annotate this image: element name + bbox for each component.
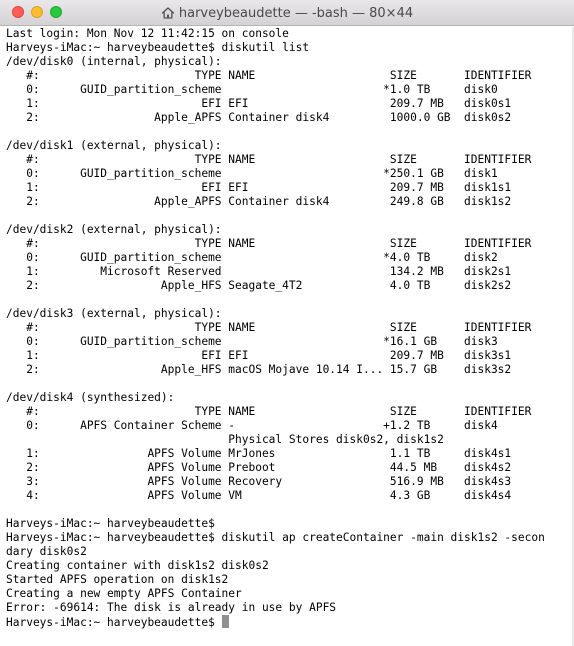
terminal-line: Physical Stores disk0s2, disk1s2 [6,433,444,446]
terminal-line: Last login: Mon Nov 12 11:42:15 on console [6,27,289,40]
terminal-line: 2: APFS Volume Preboot 44.5 MB disk4s2 [6,461,512,474]
terminal-line: #: TYPE NAME SIZE IDENTIFIER [6,405,532,418]
terminal-line: Creating container with disk1s2 disk0s2 [6,559,269,572]
terminal-line: 1: APFS Volume MrJones 1.1 TB disk4s1 [6,447,512,460]
terminal-line: 0: GUID_partition_scheme *16.1 GB disk3 [6,335,498,348]
terminal-line: #: TYPE NAME SIZE IDENTIFIER [6,237,532,250]
terminal-line: Harveys-iMac:~ harveybeaudette$ [6,517,215,530]
terminal-line [6,209,574,223]
terminal-line: /dev/disk3 (external, physical): [6,307,222,320]
terminal-line: 1: EFI EFI 209.7 MB disk1s1 [6,181,512,194]
terminal-line: 1: Microsoft Reserved 134.2 MB disk2s1 [6,265,512,278]
shell-prompt: Harveys-iMac:~ harveybeaudette$ [6,616,222,629]
home-icon [161,6,175,20]
terminal-line: dary disk0s2 [6,545,87,558]
text-cursor [222,615,229,628]
terminal-line: #: TYPE NAME SIZE IDENTIFIER [6,69,532,82]
terminal-output[interactable] [0,27,574,646]
terminal-line [6,503,574,517]
terminal-line: 0: GUID_partition_scheme *4.0 TB disk2 [6,251,498,264]
window-title: harveybeaudette — -bash — 80×44 [178,5,414,21]
terminal-line: 2: Apple_HFS macOS Mojave 10.14 I... 15.7 GB disk3s2 [6,363,512,376]
terminal-line: 0: GUID_partition_scheme *250.1 GB disk1 [6,167,498,180]
terminal-line: /dev/disk1 (external, physical): [6,139,222,152]
terminal-line: 4: APFS Volume VM 4.3 GB disk4s4 [6,489,512,502]
terminal-line: 3: APFS Volume Recovery 516.9 MB disk4s3 [6,475,512,488]
prompt-line[interactable] [6,615,574,629]
terminal-line: #: TYPE NAME SIZE IDENTIFIER [6,321,532,334]
terminal-line: /dev/disk2 (external, physical): [6,223,222,236]
terminal-line: 0: GUID_partition_scheme *1.0 TB disk0 [6,83,498,96]
terminal-line: Harveys-iMac:~ harveybeaudette$ diskutil list [6,41,310,54]
terminal-line [6,377,574,391]
terminal-line: 2: Apple_HFS Seagate_4T2 4.0 TB disk2s2 [6,279,512,292]
terminal-line [6,125,574,139]
terminal-line: Error: -69614: The disk is already in use by APFS [6,601,337,614]
terminal-line: /dev/disk0 (internal, physical): [6,55,222,68]
terminal-line: Started APFS operation on disk1s2 [6,573,229,586]
terminal-line: 2: Apple_APFS Container disk4 249.8 GB disk1s2 [6,195,512,208]
title-bar[interactable] [0,0,574,26]
terminal-line: Creating a new empty APFS Container [6,587,242,600]
terminal-line: 1: EFI EFI 209.7 MB disk3s1 [6,349,512,362]
terminal-line [6,293,574,307]
terminal-line: Harveys-iMac:~ harveybeaudette$ diskutil ap createContainer -main disk1s2 -secon [6,531,545,544]
window-title-area [0,0,574,26]
terminal-line: 0: APFS Container Scheme - +1.2 TB disk4 [6,419,498,432]
terminal-line: 1: EFI EFI 209.7 MB disk0s1 [6,97,512,110]
terminal-line: #: TYPE NAME SIZE IDENTIFIER [6,153,532,166]
terminal-line: 2: Apple_APFS Container disk4 1000.0 GB disk0s2 [6,111,512,124]
terminal-line: /dev/disk4 (synthesized): [6,391,175,404]
